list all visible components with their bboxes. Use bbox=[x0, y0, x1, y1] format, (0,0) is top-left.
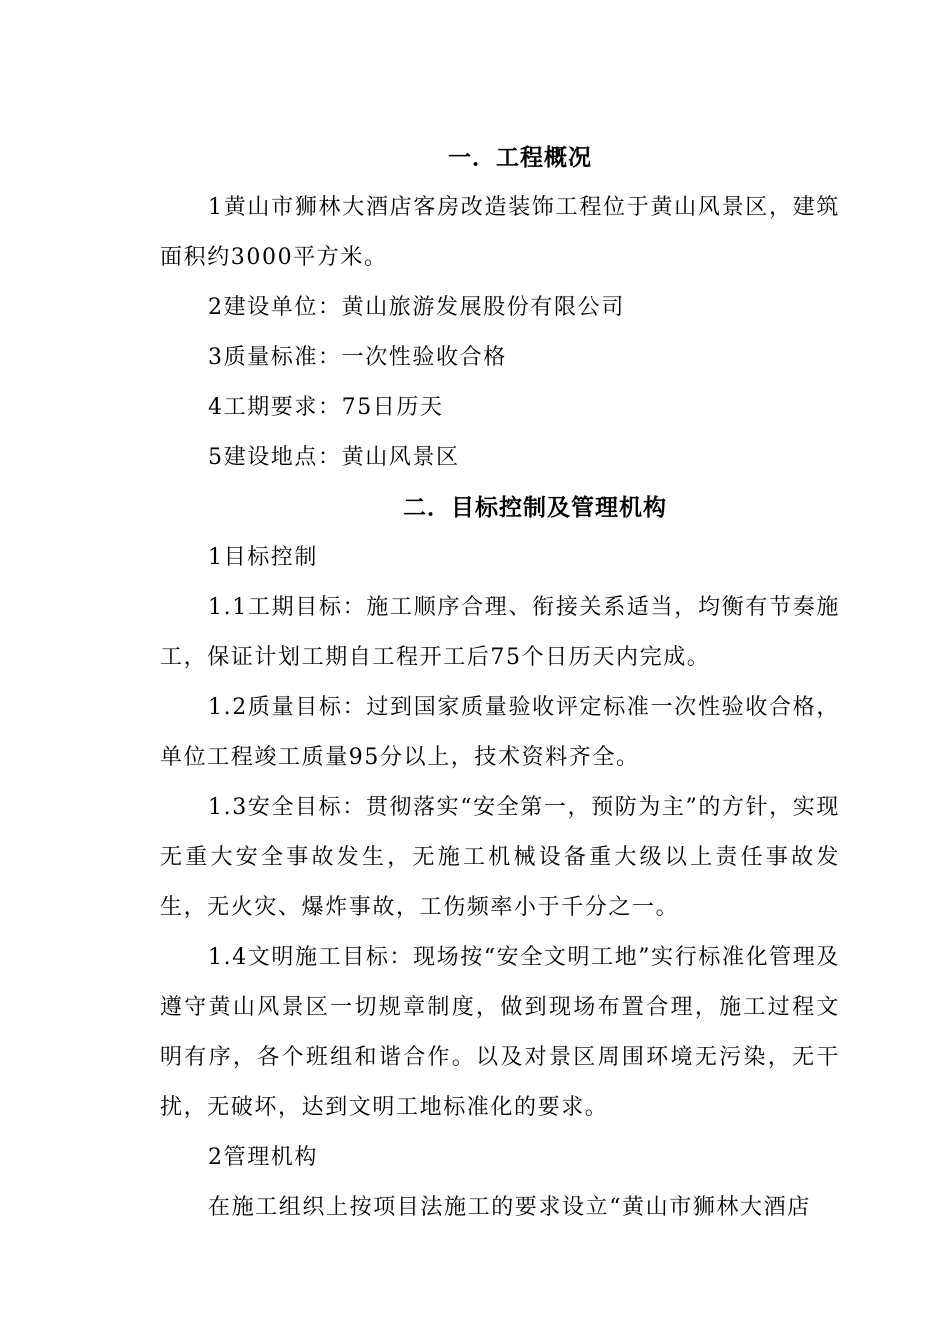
paragraph-quality-target: 1.2质量目标：过到国家质量验收评定标准一次性验收合格，单位工程竣工质量95分以上，技术资料齐全。 bbox=[160, 695, 840, 770]
paragraph-safety-target: 1.3安全目标：贯彻落实“安全第一，预防为主”的方针，实现无重大安全事故发生，无施工机械设备重大级以上责任事故发生，无火灾、爆炸事故，工伤频率小于千分之一。 bbox=[160, 795, 840, 920]
paragraph-construction-site: 5建设地点：黄山风景区 bbox=[208, 445, 460, 470]
paragraph-quality-standard: 3质量标准：一次性验收合格 bbox=[208, 345, 507, 370]
paragraph-schedule-target: 1.1工期目标：施工顺序合理、衔接关系适当，均衡有节奏施工，保证计划工期自工程开工后75个日历天内完成。 bbox=[160, 595, 840, 670]
section-heading-overview: 一．工程概况 bbox=[448, 145, 592, 171]
paragraph-target-control: 1目标控制 bbox=[208, 545, 318, 570]
paragraph-project-location: 1黄山市狮林大酒店客房改造装饰工程位于黄山风景区，建筑面积约3000平方米。 bbox=[160, 195, 840, 270]
document-page bbox=[160, 133, 840, 1233]
paragraph-management-organization: 2管理机构 bbox=[208, 1145, 318, 1170]
paragraph-civilized-construction-target: 1.4文明施工目标：现场按“安全文明工地”实行标准化管理及遵守黄山风景区一切规章制度，做到现场布置合理，施工过程文明有序，各个班组和谐合作。以及对景区周围环境无污染，无干扰，无破坏，达到文明工地标准化的要求。 bbox=[160, 945, 840, 1120]
paragraph-schedule-requirement: 4工期要求：75日历天 bbox=[208, 395, 444, 420]
paragraph-organization-setup: 在施工组织上按项目法施工的要求设立“黄山市狮林大酒店 bbox=[208, 1195, 811, 1220]
paragraph-construction-unit: 2建设单位：黄山旅游发展股份有限公司 bbox=[208, 295, 625, 320]
section-heading-objectives: 二．目标控制及管理机构 bbox=[403, 495, 667, 521]
